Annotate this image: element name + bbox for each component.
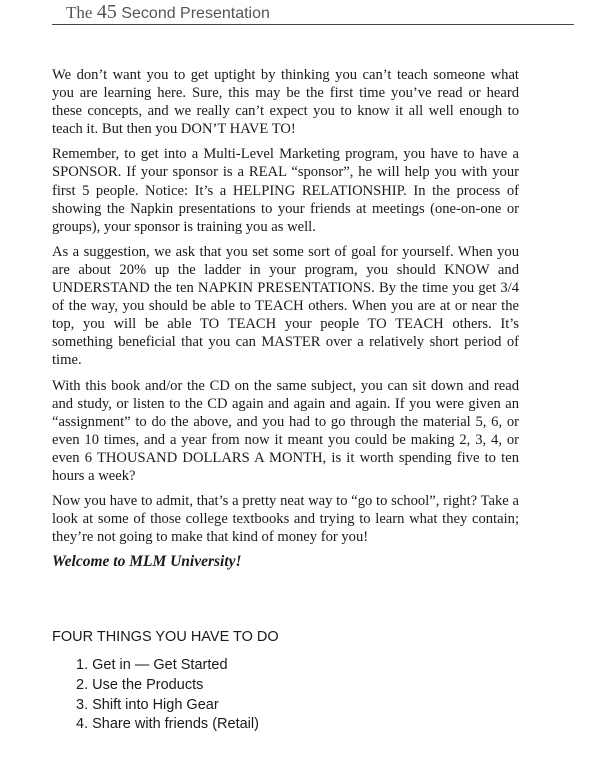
welcome-heading: Welcome to MLM University! bbox=[52, 553, 242, 571]
paragraph-1: We don’t want you to get uptight by thinking you can’t teach someone what you are learning here. Sure, this may be the first time you’ve read or heard these concepts, and we really can’t expect you to know it all well enough to teach it. But then you DON’T HAVE TO! bbox=[52, 67, 519, 138]
paragraph-5: Now you have to admit, that’s a pretty neat way to “go to school”, right? Take a look at some of those college textbooks and trying to learn what they contain; they’re not going to make that kind of money for you! bbox=[52, 493, 519, 546]
body-text bbox=[52, 66, 519, 571]
list-item: 1. Get in — Get Started bbox=[76, 657, 228, 673]
paragraph-2: Remember, to get into a Multi-Level Marketing program, you have to have a SPONSOR. If your sponsor is a REAL “sponsor”, he will help you with your first 5 people. Notice: It’s a HELPING RELATIONSHIP. In the process of showing the Napkin presentations to your friends at meetings (one-on-one or groups), your sponsor is training you as well. bbox=[52, 146, 519, 235]
running-head-number: 45 bbox=[96, 1, 117, 23]
list-item: 2. Use the Products bbox=[76, 676, 204, 693]
list-item: 3. Shift into High Gear bbox=[76, 696, 219, 713]
running-head bbox=[66, 1, 270, 23]
things-title: FOUR THINGS YOU HAVE TO DO bbox=[52, 629, 279, 645]
running-head-the: The bbox=[66, 3, 93, 22]
paragraph-3: As a suggestion, we ask that you set some sort of goal for yourself. When you are about 20% up the ladder in your program, you should KNOW and UNDERSTAND the ten NAPKIN PRESENTATIONS. By the time you get 3/4 of the way, you should be able to TEACH others. When you are at or near the top, you will be able TO TEACH your people TO TEACH others. It’s something beneficial that you can MASTER over a relatively short period of time. bbox=[52, 243, 519, 369]
paragraph-4: With this book and/or the CD on the same subject, you can sit down and read and study, or listen to the CD again and again and again. If you were given an “assignment” to do the above, and you had to go through the material 5, 6, or even 10 times, and a year from now it meant you could be making 2, 3, 4, or even 6 THOUSAND DOLLARS A MONTH, is it worth spending five to ten hours a week? bbox=[52, 377, 519, 484]
list-item: 4. Share with friends (Retail) bbox=[76, 716, 259, 733]
running-head-subtitle: Second Presentation bbox=[121, 5, 270, 22]
header-rule bbox=[52, 24, 574, 25]
things-list bbox=[76, 656, 259, 735]
